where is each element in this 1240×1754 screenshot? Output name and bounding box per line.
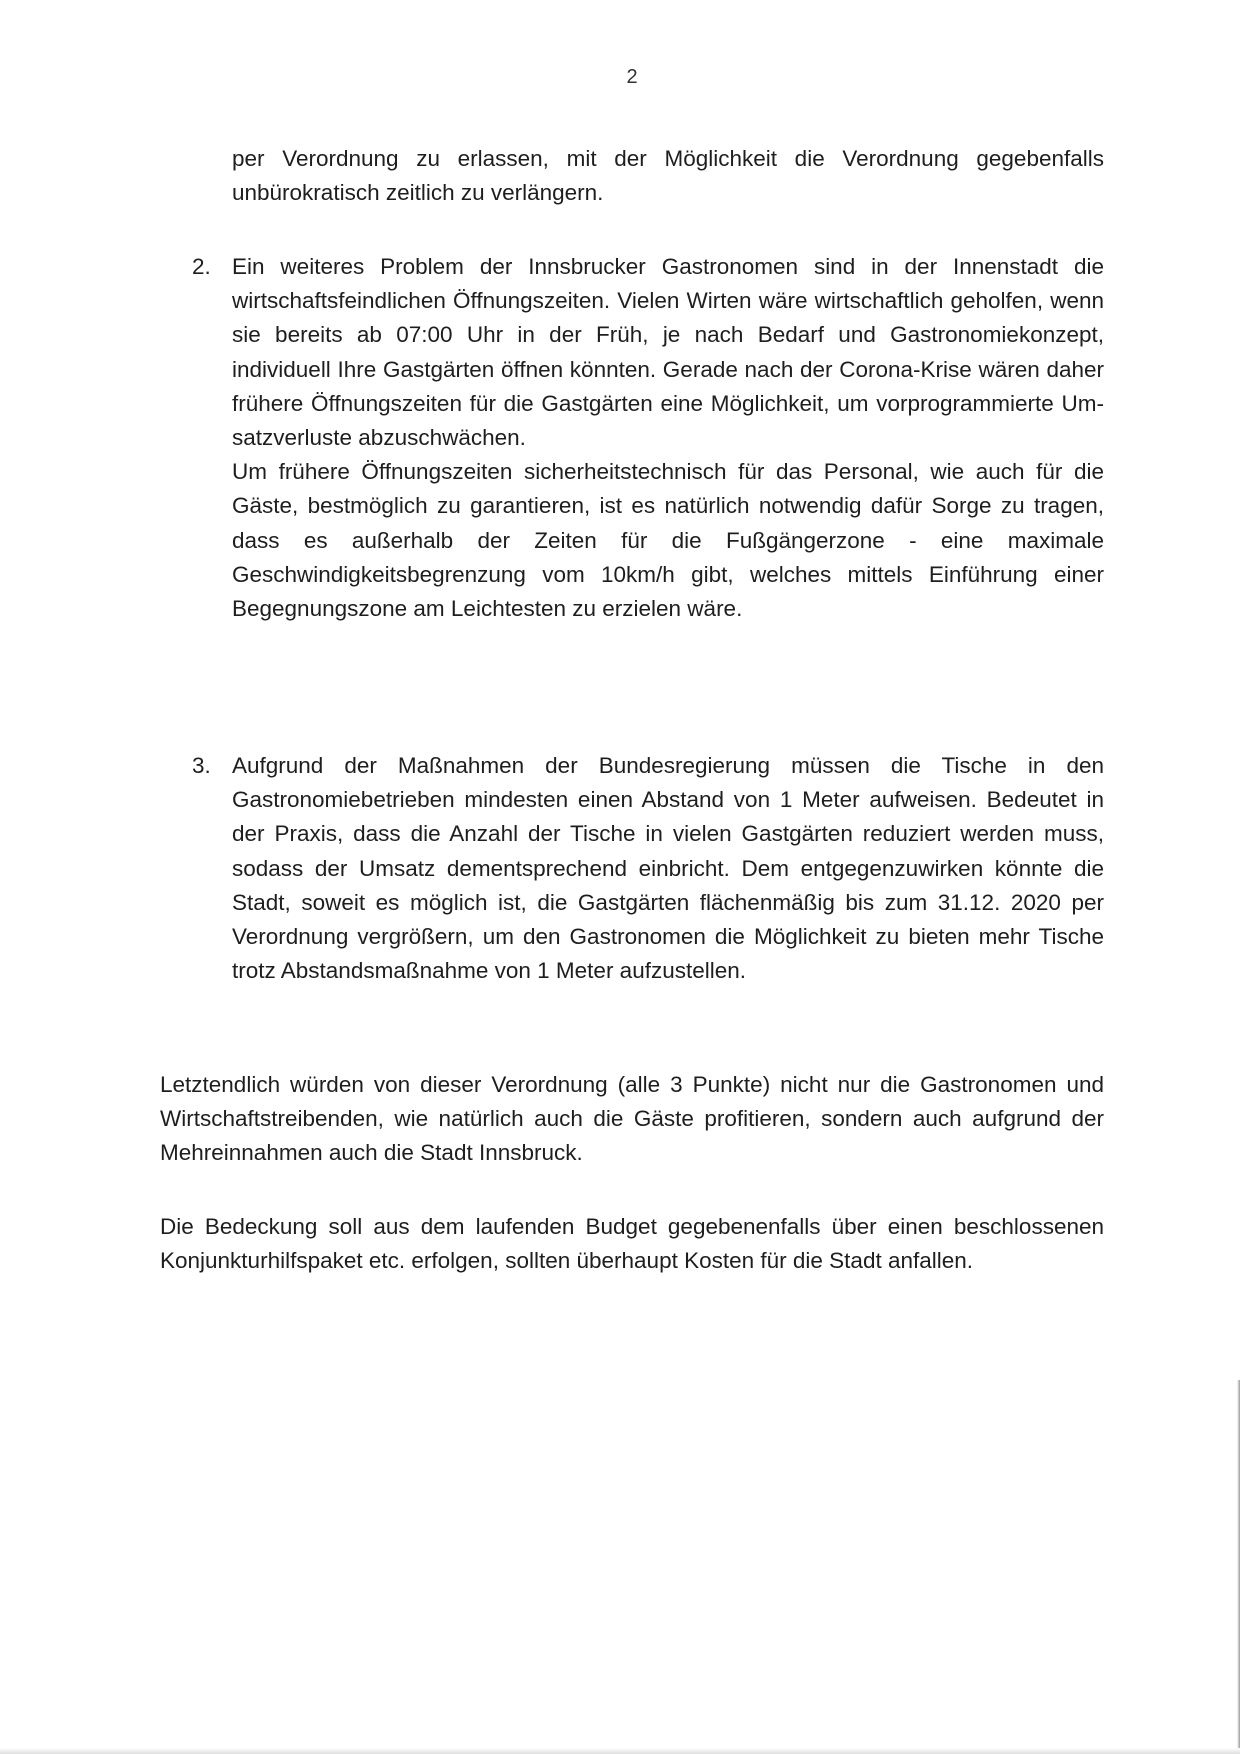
list-item-body: [232, 749, 1104, 988]
list-item-paragraph: Um frühere Öffnungszeiten sicherheitstechnisch für das Personal, wie auch für die Gäste, bestmöglich zu garantieren, ist es natürlich notwendig dafür Sorge zu tragen, dass es außerhalb der Zeiten für die Fußgängerzone - eine maximale Geschwindigkeitsbegrenzung vom 10km/h gibt, welches mittels Einführung einer Begegnungszone am Leichtesten zu erzielen wäre.: [232, 459, 1104, 622]
scan-edge-shadow: [0, 1748, 1240, 1754]
list-item-number: 3.: [192, 753, 211, 778]
list-item-paragraph: Ein weiteres Problem der Innsbrucker Gastronomen sind in der Innenstadt die wirtschaftsfeindlichen Öffnungszeiten. Vielen Wirten wäre wirtschaftlich geholfen, wenn sie bereits ab 07:00 Uhr in der Früh, je nach Bedarf und Gastronomiekonzept, individuell Ihre Gastgärten öffnen könnten. Gerade nach der Corona-Krise wären daher frühere Öffnungszeiten für die Gastgärten eine Möglichkeit, um vorprogrammierte Umsatzverluste abzuschwächen.: [232, 254, 1104, 451]
page-number: 2: [626, 66, 638, 88]
closing-paragraph-funding: Die Bedeckung soll aus dem laufenden Budget gegebenenfalls über einen beschlossenen Konjunkturhilfspaket etc. erfolgen, sollten überhaupt Kosten für die Stadt anfallen.: [160, 1214, 1104, 1274]
list-item-body: [232, 250, 1104, 626]
continuation-paragraph: per Verordnung zu erlassen, mit der Möglichkeit die Verordnung gegebenfalls unbürokratisch zeitlich zu verlängern.: [232, 146, 1104, 206]
list-item-paragraph: Aufgrund der Maßnahmen der Bundesregierung müssen die Tische in den Gastronomiebetrieben mindesten einen Abstand von 1 Meter aufweisen. Bedeutet in der Praxis, dass die Anzahl der Tische in vielen Gastgärten reduziert werden muss, sodass der Umsatz dementsprechend einbricht. Dem entgegenzuwirken könnte die Stadt, soweit es möglich ist, die Gastgärten flächenmäßig bis zum 31.12. 2020 per Verordnung vergrößern, um den Gastronomen die Möglichkeit zu bieten mehr Tische trotz Abstandsmaßnahme von 1 Meter aufzustellen.: [232, 753, 1104, 984]
list-item-number: 2.: [192, 254, 211, 279]
closing-paragraph-benefits: Letztendlich würden von dieser Verordnung (alle 3 Punkte) nicht nur die Gastronomen und Wirtschaftstreibenden, wie natürlich auch die Gäste profitieren, sondern auch aufgrund der Mehreinnahmen auch die Stadt Innsbruck.: [160, 1072, 1104, 1166]
